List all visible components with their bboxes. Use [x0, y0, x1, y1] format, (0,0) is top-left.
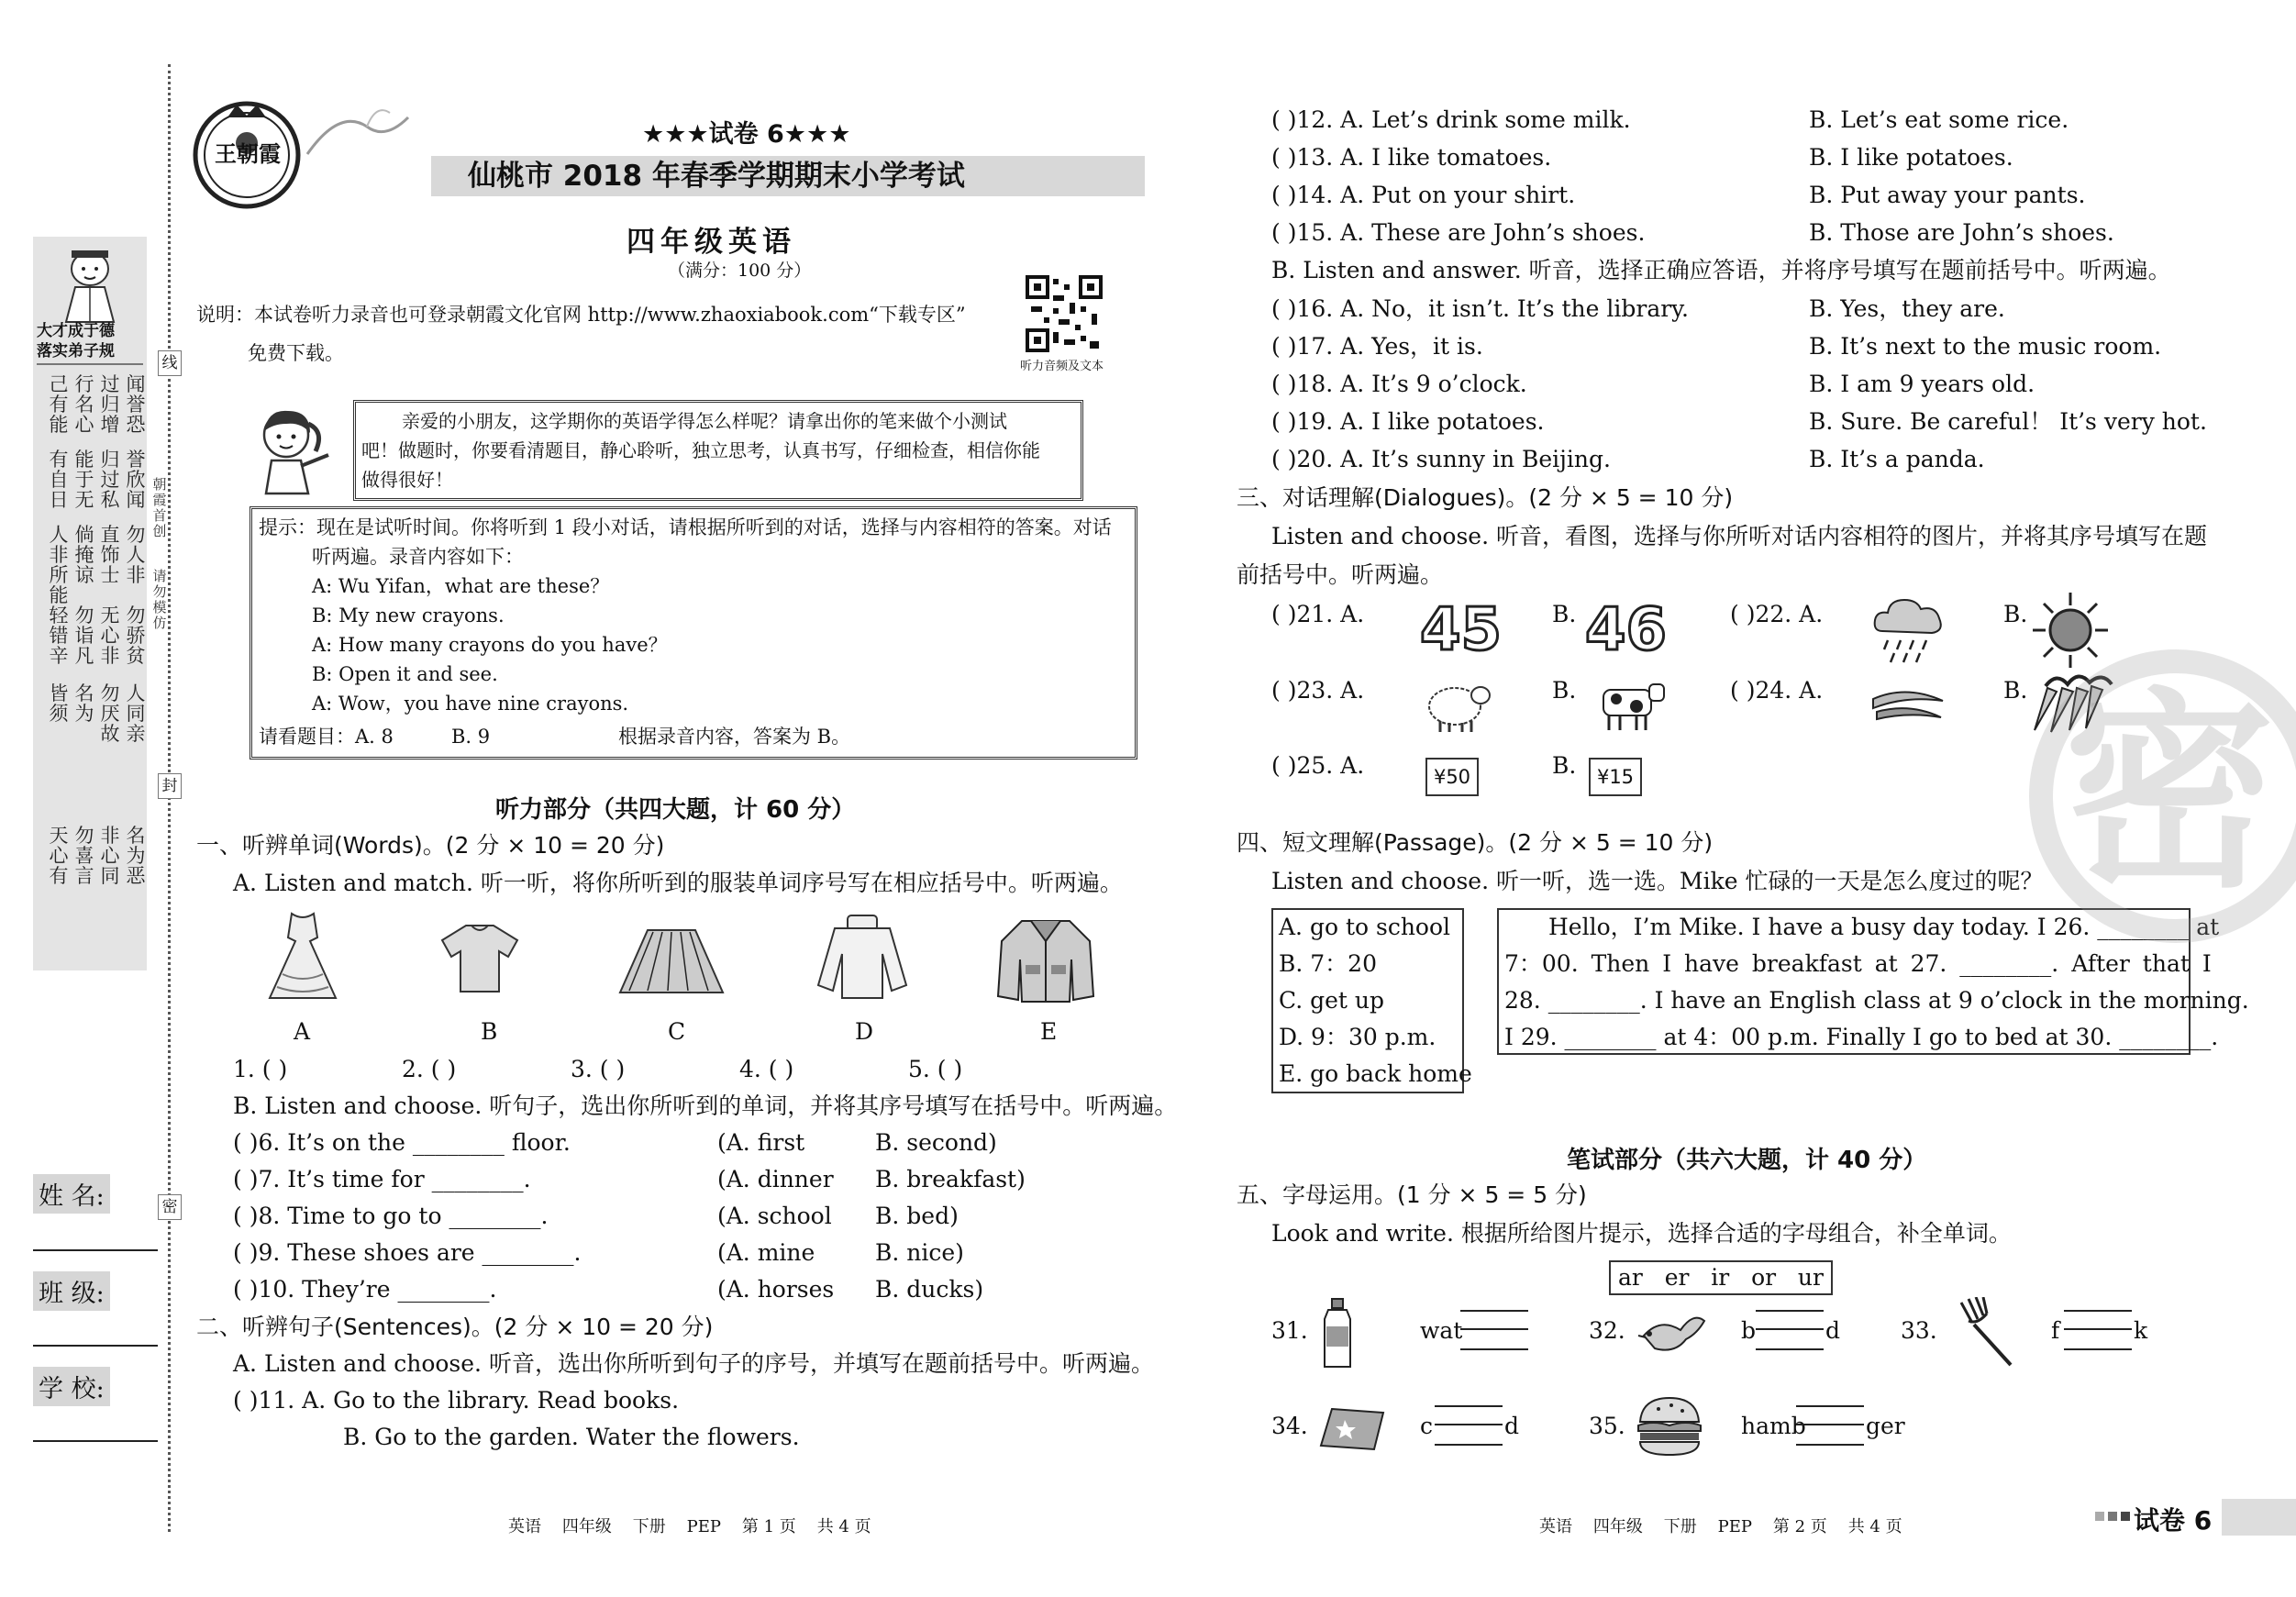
q17[interactable]: ( )17. A. Yes，it is.	[1271, 333, 1483, 360]
q31-prefix: wat	[1420, 1317, 1463, 1344]
greeting-line-1: 亲爱的小朋友，这学期你的英语学得怎么样呢？请拿出你的笔来做个小测试	[402, 410, 1007, 432]
q21[interactable]: ( )21. A.	[1271, 601, 1365, 627]
sweater-icon	[815, 912, 910, 1004]
part1-a-instructions: A. Listen and match. 听一听，将你所听到的服装单词序号写在相应括号中。听两遍。	[233, 870, 1123, 896]
q6-option-b: B. second)	[875, 1129, 997, 1156]
motto-col: 直饰士	[100, 524, 120, 586]
q18[interactable]: ( )18. A. It’s 9 o’clock.	[1271, 371, 1527, 397]
motto-col: 名为	[74, 682, 94, 725]
seal-char-seal: 封	[158, 773, 182, 799]
writing-heading: 笔试部分（共六大题，计 40 分）	[1567, 1147, 1927, 1174]
tip-option-b: B. 9	[451, 726, 491, 748]
part5-title: 五、字母运用。(1 分 × 5 = 5 分)	[1237, 1181, 1587, 1208]
dress-icon	[264, 910, 341, 1002]
option-a: A. go to school	[1279, 914, 1451, 940]
part5-instructions: Look and write. 根据所给图片提示，选择合适的字母组合，补全单词。	[1271, 1220, 2012, 1247]
tip-line-6: B: Open it and see.	[312, 663, 498, 685]
vertical-note-1: 朝霞首创	[152, 476, 167, 539]
q7-option-b: B. breakfast)	[875, 1166, 1026, 1192]
corner-squares	[2095, 1512, 2130, 1521]
footer-right: 英语 四年级 下册 PEP 第 2 页 共 4 页	[1539, 1517, 1902, 1536]
motto-col: 有自日	[49, 449, 69, 511]
hamburger-icon	[1635, 1394, 1704, 1458]
q9-option-b: B. nice)	[875, 1239, 964, 1266]
q33-number: 33.	[1901, 1317, 1937, 1344]
footer-left: 英语 四年级 下册 PEP 第 1 页 共 4 页	[508, 1517, 871, 1536]
motto-col: 己有能	[49, 373, 69, 436]
q13-option-b: B. I like potatoes.	[1809, 144, 2013, 171]
part3-instructions-2: 前括号中。听两遍。	[1237, 561, 1444, 588]
motto-group-2	[48, 449, 147, 510]
q34-suffix: d	[1504, 1413, 1520, 1439]
exam-title: 仙桃市 2018 年春季学期期末小学考试	[468, 160, 965, 193]
qr-code[interactable]	[1026, 275, 1103, 352]
bird-icon	[1635, 1303, 1708, 1363]
motto-group-1	[48, 374, 147, 435]
q10-option-a: (A. horses	[717, 1276, 835, 1303]
option-c: C. get up	[1279, 987, 1385, 1014]
q11-option-b: B. Go to the garden. Water the flowers.	[343, 1424, 800, 1450]
q16[interactable]: ( )16. A. No，it isn’t. It’s the library.	[1271, 295, 1689, 322]
q6[interactable]: ( )6. It’s on the ________ floor.	[233, 1129, 571, 1156]
motto-col: 勿骄贫	[126, 604, 146, 667]
motto-col: 勿人非	[126, 524, 146, 586]
price-tag-15: ¥15	[1589, 758, 1642, 796]
water-bottle-icon	[1319, 1297, 1356, 1370]
blank-1[interactable]: 1. ( )	[233, 1056, 288, 1082]
paper-badge: ★★★试卷 6★★★	[642, 120, 851, 149]
q34-number: 34.	[1271, 1413, 1308, 1439]
rain-cloud-icon	[1869, 594, 1947, 666]
tip-answer: 根据录音内容，答案为 B。	[618, 726, 851, 748]
motto-col: 勿诣凡	[74, 604, 94, 667]
q25-option-b: B.	[1552, 752, 1577, 779]
logo-text: 王朝霞	[215, 141, 281, 167]
corner-band	[2222, 1499, 2296, 1536]
q24-option-b: B.	[2003, 677, 2028, 704]
motto-top-2: 落实弟子规	[37, 342, 115, 360]
seal-char-line: 线	[158, 350, 182, 376]
motto-col: 无心非	[100, 604, 120, 667]
q11[interactable]: ( )11. A. Go to the library. Read books.	[233, 1387, 680, 1414]
q10-option-b: B. ducks)	[875, 1276, 984, 1303]
blank-3[interactable]: 3. ( )	[571, 1056, 626, 1082]
q14-option-b: B. Put away your pants.	[1809, 182, 2086, 208]
q34-prefix: c	[1420, 1413, 1434, 1439]
q8[interactable]: ( )8. Time to go to ________.	[233, 1203, 549, 1229]
q35-number: 35.	[1589, 1413, 1625, 1439]
part1-b-instructions: B. Listen and choose. 听句子，选出你所听到的单词，并将其序号填写在括号中。听两遍。	[233, 1092, 1178, 1119]
motto-col: 过归增	[100, 373, 120, 436]
listening-heading: 听力部分（共四大题，计 60 分）	[495, 796, 856, 824]
passage-line-2[interactable]: 7：00. Then I have breakfast at 27. ________. After that I	[1504, 950, 2212, 977]
motto-col: 天心有	[49, 825, 69, 887]
q19-option-b: B. Sure. Be careful！ It’s very hot.	[1809, 408, 2207, 435]
sheep-icon	[1420, 673, 1493, 734]
part3-title: 三、对话理解(Dialogues)。(2 分 × 5 = 10 分)	[1237, 484, 1734, 511]
q7-option-a: (A. dinner	[717, 1166, 834, 1192]
option-b: B. 7：20	[1279, 950, 1377, 977]
tip-line-3: A: Wu Yifan，what are these？	[312, 575, 610, 597]
q6-option-a: (A. first	[717, 1129, 805, 1156]
q9[interactable]: ( )9. These shoes are ________.	[233, 1239, 582, 1266]
q22-option-b: B.	[2003, 601, 2028, 627]
q22[interactable]: ( )22. A.	[1730, 601, 1824, 627]
q32-prefix: b	[1741, 1317, 1757, 1344]
motto-col: 行名心	[74, 373, 94, 436]
ribbon-decoration	[303, 99, 413, 163]
class-field[interactable]	[33, 1345, 158, 1347]
q35-suffix: ger	[1866, 1413, 1905, 1439]
motto-group-3	[48, 525, 147, 605]
note-line-1: 说明：本试卷听力录音也可登录朝霞文化官网 http://www.zhaoxiabook.com“下载专区”	[196, 304, 966, 326]
sun-icon	[2031, 591, 2110, 670]
pic-label-a: A	[294, 1018, 311, 1045]
pic-label-d: D	[855, 1018, 874, 1045]
girl-icon	[240, 404, 341, 495]
motto-group-6	[48, 826, 147, 886]
q25[interactable]: ( )25. A.	[1271, 752, 1365, 779]
corner-paper-label: 试卷 6	[2134, 1505, 2213, 1536]
scholar-figure-icon	[39, 243, 141, 326]
q24[interactable]: ( )24. A.	[1730, 677, 1824, 704]
school-label: 学 校:	[33, 1367, 110, 1406]
q34-blank[interactable]	[1435, 1405, 1503, 1446]
cow-icon	[1594, 673, 1668, 734]
motto-col: 名为恶	[126, 825, 146, 887]
watermark-char: 密	[2064, 671, 2276, 916]
option-d: D. 9：30 p.m.	[1279, 1024, 1436, 1050]
q18-option-b: B. I am 9 years old.	[1809, 371, 2035, 397]
name-field[interactable]	[33, 1249, 158, 1251]
tip-question: 请看题目：A. 8	[259, 726, 394, 748]
motto-col: 勿喜言	[74, 825, 94, 887]
green-beans-icon	[1869, 681, 1947, 726]
tip-line-1: 提示：现在是试听时间。你将听到 1 段小对话，请根据所听到的对话，选择与内容相符的答案。对话	[259, 516, 1112, 538]
note-line-2: 免费下载。	[248, 342, 344, 364]
tip-line-2: 听两遍。录音内容如下：	[312, 546, 524, 568]
q23[interactable]: ( )23. A.	[1271, 677, 1365, 704]
option-e: E. go back home	[1279, 1060, 1472, 1087]
q23-option-b: B.	[1552, 677, 1577, 704]
t-shirt-icon	[438, 922, 521, 995]
motto-divider	[37, 363, 143, 365]
motto-col: 非心同	[100, 825, 120, 887]
motto-col: 归过私	[100, 449, 120, 511]
q20-option-b: B. It’s a panda.	[1809, 446, 1985, 472]
q9-option-a: (A. mine	[717, 1239, 815, 1266]
letter-options-box: ar er ir or ur	[1609, 1260, 1833, 1295]
name-label: 姓 名:	[33, 1174, 110, 1214]
part1-title: 一、听辨单词(Words)。(2 分 × 10 = 20 分)	[196, 832, 665, 859]
greeting-box	[353, 400, 1083, 501]
q7[interactable]: ( )7. It’s time for ________.	[233, 1166, 531, 1192]
q32-blank[interactable]	[1756, 1310, 1824, 1350]
vertical-note-2: 请勿模仿	[152, 568, 167, 631]
pic-label-b: B	[481, 1018, 498, 1045]
part3-instructions-1: Listen and choose. 听音，看图，选择与你所听对话内容相符的图片，并将其序号填写在题	[1271, 523, 2207, 549]
q31-blank[interactable]	[1460, 1310, 1528, 1350]
flag-card-icon	[1317, 1403, 1387, 1455]
passage-line-1[interactable]: Hello，I’m Mike. I have a busy day today. I 26. ________ at	[1548, 914, 2220, 940]
part2-b-instructions: B. Listen and answer. 听音，选择正确应答语，并将序号填写在题前括号中。听两遍。	[1271, 257, 2171, 283]
motto-col: 誉欣闻	[126, 449, 146, 511]
part2-title: 二、听辨句子(Sentences)。(2 分 × 10 = 20 分)	[196, 1314, 714, 1340]
q15-option-b: B. Those are John’s shoes.	[1809, 219, 2114, 246]
q12[interactable]: ( )12. A. Let’s drink some milk.	[1271, 106, 1631, 133]
q13[interactable]: ( )13. A. I like tomatoes.	[1271, 144, 1552, 171]
motto-top-1: 大才成于德	[37, 322, 115, 340]
q15[interactable]: ( )15. A. These are John’s shoes.	[1271, 219, 1646, 246]
pic-label-e: E	[1040, 1018, 1058, 1045]
q16-option-b: B. Yes，they are.	[1809, 295, 2005, 322]
pic-label-c: C	[668, 1018, 686, 1045]
price-tag-50: ¥50	[1425, 758, 1479, 796]
blank-5[interactable]: 5. ( )	[908, 1056, 963, 1082]
greeting-line-3: 做得很好！	[361, 469, 453, 491]
q35-blank[interactable]	[1796, 1405, 1864, 1446]
q8-option-a: (A. school	[717, 1203, 832, 1229]
part2-a-instructions: A. Listen and choose. 听音，选出你所听到句子的序号，并填写在题前括号中。听两遍。	[233, 1350, 1154, 1377]
school-field[interactable]	[33, 1440, 158, 1442]
seal-char-secret: 密	[158, 1194, 182, 1220]
class-label: 班 级:	[33, 1271, 110, 1311]
qr-caption: 听力音频及文本	[1020, 360, 1104, 373]
q14[interactable]: ( )14. A. Put on your shirt.	[1271, 182, 1576, 208]
tip-line-7: A: Wow，you have nine crayons.	[312, 693, 629, 715]
q33-blank[interactable]	[2064, 1310, 2132, 1350]
q10[interactable]: ( )10. They’re ________.	[233, 1276, 497, 1303]
skirt-icon	[616, 926, 727, 996]
motto-col: 倘掩谅	[74, 524, 94, 586]
motto-col: 皆须	[49, 682, 69, 725]
q12-option-b: B. Let’s eat some rice.	[1809, 106, 2069, 133]
q8-option-b: B. bed)	[875, 1203, 959, 1229]
number-46: 46	[1585, 596, 1668, 664]
q31-number: 31.	[1271, 1317, 1308, 1344]
passage-line-3[interactable]: 28. ________. I have an English class at 9 o’clock in the morning.	[1504, 987, 2249, 1014]
tip-line-4: B: My new crayons.	[312, 604, 505, 627]
passage-line-4[interactable]: I 29. ________ at 4：00 p.m. Finally I go to bed at 30. ________.	[1504, 1024, 2219, 1050]
blank-2[interactable]: 2. ( )	[402, 1056, 457, 1082]
q17-option-b: B. It’s next to the music room.	[1809, 333, 2162, 360]
q35-prefix: hamb	[1741, 1413, 1806, 1439]
q33-prefix: f	[2051, 1317, 2060, 1344]
motto-group-5	[48, 683, 147, 744]
part4-instructions: Listen and choose. 听一听，选一选。Mike 忙碌的一天是怎么度过的呢？	[1271, 868, 2044, 894]
q32-suffix: d	[1825, 1317, 1841, 1344]
jacket-icon	[994, 914, 1097, 1005]
q33-suffix: k	[2134, 1317, 2148, 1344]
score-note: （满分：100 分）	[668, 261, 812, 281]
motto-col: 勿厌故	[100, 682, 120, 745]
number-45: 45	[1420, 596, 1503, 664]
part4-title: 四、短文理解(Passage)。(2 分 × 5 = 10 分)	[1237, 829, 1714, 856]
motto-col: 轻错辛	[49, 604, 69, 667]
fork-icon	[1956, 1297, 2020, 1370]
motto-col: 闻誉恐	[126, 373, 146, 436]
blank-4[interactable]: 4. ( )	[739, 1056, 794, 1082]
motto-group-4	[48, 605, 147, 666]
subject-title: 四年级英语	[627, 226, 796, 259]
q21-option-b: B.	[1552, 601, 1577, 627]
tip-line-5: A: How many crayons do you have？	[312, 634, 668, 656]
motto-col: 人非所能	[49, 524, 69, 606]
q20[interactable]: ( )20. A. It’s sunny in Beijing.	[1271, 446, 1611, 472]
q19[interactable]: ( )19. A. I like potatoes.	[1271, 408, 1545, 435]
greeting-line-2: 吧！做题时，你要看清题目，静心聆听，独立思考，认真书写，仔细检查，相信你能	[361, 439, 1040, 461]
q32-number: 32.	[1589, 1317, 1625, 1344]
motto-col: 能于无	[74, 449, 94, 511]
motto-col: 人同亲	[126, 682, 146, 745]
